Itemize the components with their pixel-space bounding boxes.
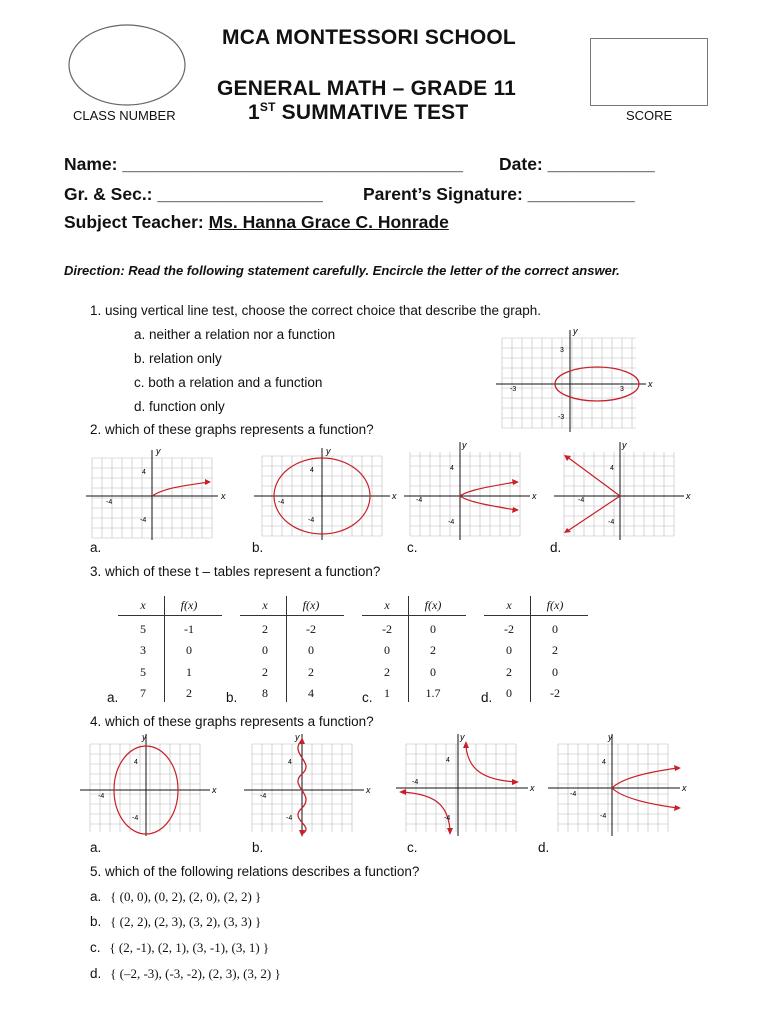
svg-text:y: y (462, 440, 467, 450)
question-1: 1. using vertical line test, choose the correct choice that describe the graph. (90, 303, 541, 318)
subject-teacher: Subject Teacher: Ms. Hanna Grace C. Honrade (64, 212, 449, 232)
svg-text:y: y (608, 732, 613, 742)
svg-text:x: x (682, 783, 687, 793)
svg-text:-4: -4 (416, 497, 423, 504)
q2-label-a[interactable]: a. (90, 540, 102, 555)
svg-text:-3: -3 (510, 386, 517, 393)
q2-label-d[interactable]: d. (550, 540, 562, 555)
q5-option-c[interactable]: c. { (2, -1), (2, 1), (3, -1), (3, 1) } (90, 940, 270, 955)
q5-option-a[interactable]: a. { (0, 0), (0, 2), (2, 0), (2, 2) } (90, 889, 262, 904)
question-3: 3. which of these t – tables represent a function? (90, 564, 381, 579)
svg-text:x: x (648, 379, 653, 389)
svg-text:-4: -4 (444, 815, 451, 822)
q1-graph-ellipse (494, 328, 654, 434)
parent-signature-field[interactable]: Parent’s Signature: ___________ (363, 184, 635, 204)
class-number-label: CLASS NUMBER (73, 108, 176, 123)
score-label: SCORE (626, 108, 673, 123)
q4-graph-d (540, 730, 690, 838)
q5-option-b[interactable]: b. { (2, 2), (2, 3), (3, 2), (3, 3) } (90, 914, 262, 929)
svg-text:-4: -4 (98, 793, 105, 800)
svg-text:4: 4 (134, 759, 138, 766)
svg-text:y: y (622, 440, 627, 450)
question-4: 4. which of these graphs represents a function? (90, 714, 374, 729)
q1-option-d[interactable]: d. function only (134, 399, 225, 414)
q4-graph-c (392, 730, 542, 838)
svg-text:-4: -4 (106, 499, 113, 506)
svg-text:-4: -4 (278, 499, 285, 506)
q2-graph-d (550, 440, 698, 540)
class-number-oval (66, 22, 188, 108)
q3-table-b: x f(x) 2 -2 0 0 2 2 8 4 (240, 596, 344, 702)
q3-label-d[interactable]: d. (481, 690, 493, 705)
school-name: MCA MONTESSORI SCHOOL (222, 26, 516, 49)
svg-text:x: x (221, 491, 226, 501)
direction: Direction: Read the following statement carefully. Encircle the letter of the correct answer. (64, 263, 620, 278)
svg-text:4: 4 (310, 467, 314, 474)
question-5: 5. which of the following relations describes a function? (90, 864, 420, 879)
q3-label-b[interactable]: b. (226, 690, 238, 705)
q2-graph-b (252, 446, 400, 540)
q4-label-c[interactable]: c. (407, 840, 418, 855)
svg-text:3: 3 (560, 347, 564, 354)
question-2: 2. which of these graphs represents a function? (90, 422, 374, 437)
svg-text:4: 4 (450, 465, 454, 472)
svg-text:-4: -4 (308, 517, 315, 524)
svg-text:y: y (156, 446, 161, 456)
svg-text:y: y (460, 732, 465, 742)
svg-text:-4: -4 (570, 791, 577, 798)
svg-text:4: 4 (602, 759, 606, 766)
svg-text:x: x (212, 785, 217, 795)
q3-label-a[interactable]: a. (107, 690, 119, 705)
svg-text:y: y (573, 328, 578, 336)
svg-text:4: 4 (142, 469, 146, 476)
q2-graph-c (402, 440, 550, 540)
svg-text:-4: -4 (140, 517, 147, 524)
q1-option-a[interactable]: a. neither a relation nor a function (134, 327, 336, 342)
svg-text:-4: -4 (608, 519, 615, 526)
svg-text:-4: -4 (132, 815, 139, 822)
svg-text:x: x (530, 783, 535, 793)
q4-label-a[interactable]: a. (90, 840, 102, 855)
svg-text:y: y (295, 732, 300, 742)
q4-label-b[interactable]: b. (252, 840, 264, 855)
grade-section-field[interactable]: Gr. & Sec.: _________________ (64, 184, 323, 204)
svg-text:y: y (326, 446, 331, 456)
svg-text:x: x (366, 785, 371, 795)
svg-text:-4: -4 (286, 815, 293, 822)
svg-text:-4: -4 (412, 779, 419, 786)
svg-text:-4: -4 (578, 497, 585, 504)
q4-label-d[interactable]: d. (538, 840, 550, 855)
svg-text:x: x (392, 491, 397, 501)
svg-text:-3: -3 (558, 414, 565, 421)
q4-graph-a (76, 730, 222, 838)
svg-text:-4: -4 (448, 519, 455, 526)
score-box (590, 38, 708, 106)
q3-table-c: x f(x) -2 0 0 2 2 0 1 1.7 (362, 596, 466, 702)
q2-graph-a (84, 446, 232, 540)
svg-text:x: x (686, 491, 691, 501)
q1-option-c[interactable]: c. both a relation and a function (134, 375, 323, 390)
date-field[interactable]: Date: ___________ (499, 154, 655, 174)
q2-label-c[interactable]: c. (407, 540, 418, 555)
svg-text:4: 4 (446, 757, 450, 764)
test-title: 1ST SUMMATIVE TEST (248, 100, 469, 124)
svg-text:-4: -4 (600, 813, 607, 820)
svg-text:x: x (532, 491, 537, 501)
svg-text:-4: -4 (260, 793, 267, 800)
q3-table-a: x f(x) 5 -1 3 0 5 1 7 2 (118, 596, 222, 702)
q3-table-d: x f(x) -2 0 0 2 2 0 0 -2 (484, 596, 588, 702)
svg-text:3: 3 (620, 386, 624, 393)
svg-text:y: y (142, 732, 147, 742)
q4-graph-b (240, 730, 386, 838)
q1-option-b[interactable]: b. relation only (134, 351, 222, 366)
svg-text:4: 4 (288, 759, 292, 766)
q5-option-d[interactable]: d. { (–2, -3), (-3, -2), (2, 3), (3, 2) } (90, 966, 281, 981)
q2-label-b[interactable]: b. (252, 540, 264, 555)
q3-label-c[interactable]: c. (362, 690, 373, 705)
subject-title: GENERAL MATH – GRADE 11 (217, 77, 517, 100)
svg-text:4: 4 (610, 465, 614, 472)
name-field[interactable]: Name: ___________________________________ (64, 154, 463, 174)
